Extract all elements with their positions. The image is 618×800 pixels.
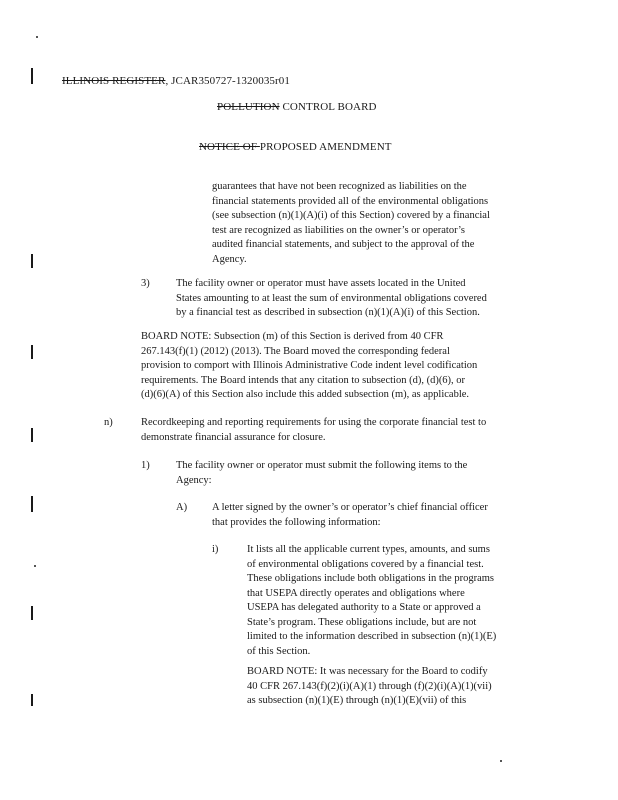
text-line: limited to the information described in subsection (n)(1)(E) (247, 631, 497, 642)
item-A-label: A) (176, 502, 188, 513)
text-line: State’s program. These obligations include, but are not (247, 616, 477, 628)
text-line: Recordkeeping and reporting requirements for using the corporate financial test to (141, 417, 487, 428)
item-3-label: 3) (141, 278, 150, 289)
change-bar (31, 496, 33, 512)
text-line: provision to comport with Illinois Administrative Code indent level codification (141, 360, 478, 371)
register-id-text: , JCAR350727-1320035r01 (165, 75, 290, 87)
text-line: 267.143(f)(1) (2012) (2013). The Board moved the corresponding federal (141, 345, 450, 357)
text-line: demonstrate financial assurance for closure. (141, 431, 326, 443)
text-line: requirements. The Board intends that any citation to subsection (d), (d)(6), or (141, 374, 466, 386)
item-1-paragraph (176, 459, 467, 488)
notice-struck-text: NOTICE OF (199, 141, 260, 153)
scan-speck (34, 565, 36, 567)
continuation-paragraph (212, 180, 490, 267)
text-line: 40 CFR 267.143(f)(2)(i)(A)(1) through (f)(2)(i)(A)(1)(vii) (247, 680, 492, 692)
scan-speck (500, 760, 502, 762)
subsection-n-paragraph (141, 416, 486, 445)
notice-rest-text: PROPOSED AMENDMENT (259, 141, 392, 153)
text-line: guarantees that have not been recognized as liabilities on the (212, 181, 467, 192)
text-line: (see subsection (n)(1)(A)(i) of this Section) covered by a financial (212, 210, 490, 221)
board-struck-text: POLLUTION (217, 101, 280, 113)
text-line: The facility owner or operator must submit the following items to the (176, 460, 468, 471)
board-note-2 (247, 665, 492, 709)
text-line: test are recognized as liabilities on the owner’s or operator’s (212, 224, 465, 236)
text-line: These obligations include both obligations in the programs (247, 573, 495, 584)
item-i-label: i) (212, 544, 219, 555)
change-bar (31, 345, 33, 359)
change-bar (31, 68, 33, 84)
text-line: by a financial test as described in subsection (n)(1)(A)(i) of this Section. (176, 307, 480, 318)
change-bar (31, 254, 33, 268)
text-line: (d)(6)(A) of this Section also include this added subsection (m), as applicable. (141, 389, 470, 400)
text-line: USEPA has delegated authority to a State or approved a (247, 602, 481, 613)
text-line: financial statements provided all of the environmental obligations (212, 195, 489, 207)
text-line: The facility owner or operator must have assets located in the United (176, 278, 466, 289)
text-line: It lists all the applicable current types, amounts, and sums (247, 544, 490, 555)
text-line: BOARD NOTE: Subsection (m) of this Section is derived from 40 CFR (141, 331, 444, 342)
text-line: Agency: (176, 474, 212, 486)
text-line: of this Section. (247, 645, 311, 657)
item-i-paragraph (247, 543, 496, 659)
board-rest-text: CONTROL BOARD (279, 101, 377, 113)
board-header (217, 100, 377, 115)
text-line: of environmental obligations covered by a financial test. (247, 558, 484, 570)
text-line: BOARD NOTE: It was necessary for the Board to codify (247, 666, 488, 677)
change-bar (31, 428, 33, 442)
notice-header (199, 140, 392, 155)
scan-speck (36, 36, 38, 38)
text-line: audited financial statements, and subject to the approval of the (212, 239, 475, 250)
text-line: Agency. (212, 253, 247, 265)
text-line: A letter signed by the owner’s or operator’s chief financial officer (212, 502, 488, 513)
board-note-1 (141, 330, 477, 403)
text-line: States amounting to at least the sum of environmental obligations covered (176, 292, 487, 304)
item-A-paragraph (212, 501, 488, 530)
text-line: that USEPA directly operates and obligations where (247, 587, 465, 599)
register-struck-text: ILLINOIS REGISTER (62, 75, 166, 87)
subsection-n-label: n) (104, 417, 113, 428)
item-3-paragraph (176, 277, 487, 321)
text-line: as subsection (n)(1)(E) through (n)(1)(E)(vii) of this (247, 695, 467, 706)
item-1-label: 1) (141, 460, 150, 471)
change-bar (31, 694, 33, 706)
text-line: that provides the following information: (212, 516, 381, 528)
register-header (62, 74, 290, 89)
change-bar (31, 606, 33, 620)
